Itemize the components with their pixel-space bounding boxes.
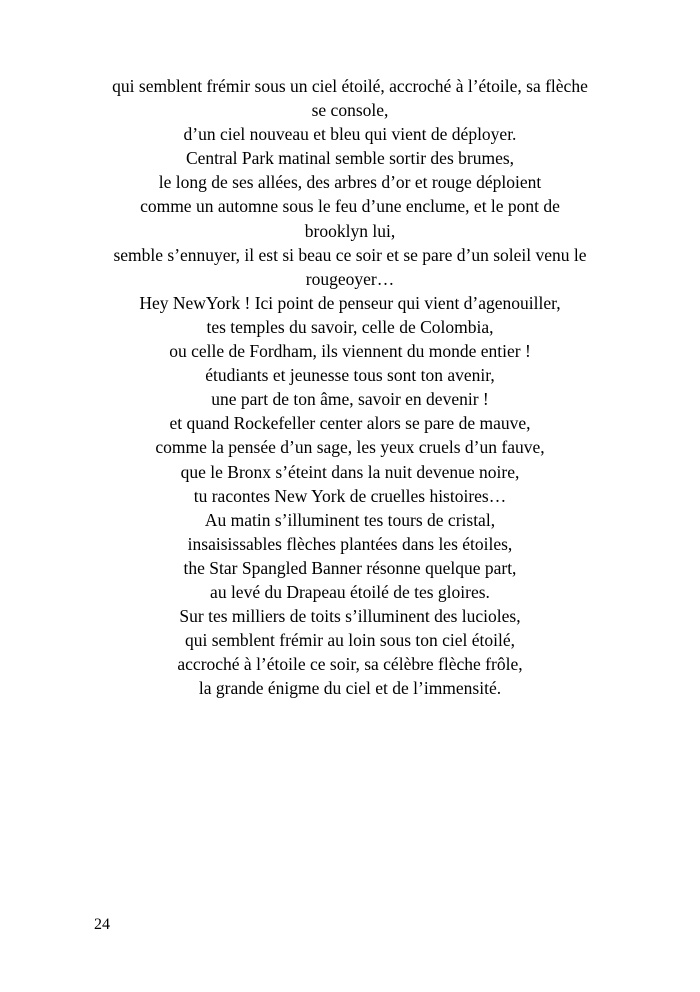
poem-line: qui semblent frémir sous un ciel étoilé, accroché à l’étoile, sa flèche: [112, 76, 588, 96]
poem-line: Hey NewYork ! Ici point de penseur qui vient d’agenouiller,: [139, 292, 561, 313]
poem-line: le long de ses allées, des arbres d’or et rouge déploient: [158, 172, 542, 193]
page-number: 24: [94, 916, 110, 933]
poem-line: Central Park matinal semble sortir des brumes,: [185, 148, 515, 169]
poem-text: [95, 74, 605, 700]
poem-line: la grande énigme du ciel et de l’immensité.: [198, 678, 502, 699]
poem-line: comme la pensée d’un sage, les yeux cruels d’un fauve,: [155, 437, 545, 458]
poem-line: rougeoyer…: [305, 268, 395, 289]
poem-line: étudiants et jeunesse tous sont ton avenir,: [205, 365, 495, 386]
poem-line: brooklyn lui,: [304, 220, 396, 241]
poem-line: the Star Spangled Banner résonne quelque part,: [183, 557, 517, 578]
poem-line: une part de ton âme, savoir en devenir !: [211, 389, 489, 410]
poem-line: d’un ciel nouveau et bleu qui vient de déployer.: [183, 124, 517, 145]
poem-line: comme un automne sous le feu d’une enclume, et le pont de: [140, 196, 560, 217]
poem-line: et quand Rockefeller center alors se pare de mauve,: [169, 413, 531, 434]
poem-line: tes temples du savoir, celle de Colombia,: [206, 316, 494, 337]
poem-line: insaisissables flèches plantées dans les étoiles,: [187, 533, 513, 554]
poem-line: au levé du Drapeau étoilé de tes gloires.: [210, 581, 490, 602]
poem-line: se console,: [311, 100, 389, 121]
poem-line: Au matin s’illuminent tes tours de cristal,: [204, 509, 496, 530]
poem-line: semble s’ennuyer, il est si beau ce soir et se pare d’un soleil venu le: [113, 244, 587, 265]
poem-line: Sur tes milliers de toits s’illuminent des lucioles,: [179, 606, 521, 627]
poem-line: qui semblent frémir au loin sous ton ciel étoilé,: [185, 630, 515, 651]
poem-line: ou celle de Fordham, ils viennent du monde entier !: [169, 341, 531, 362]
poem-line: accroché à l’étoile ce soir, sa célèbre flèche frôle,: [177, 654, 523, 675]
poem-line: que le Bronx s’éteint dans la nuit devenue noire,: [180, 461, 520, 482]
poem-line: tu racontes New York de cruelles histoires…: [193, 485, 507, 506]
